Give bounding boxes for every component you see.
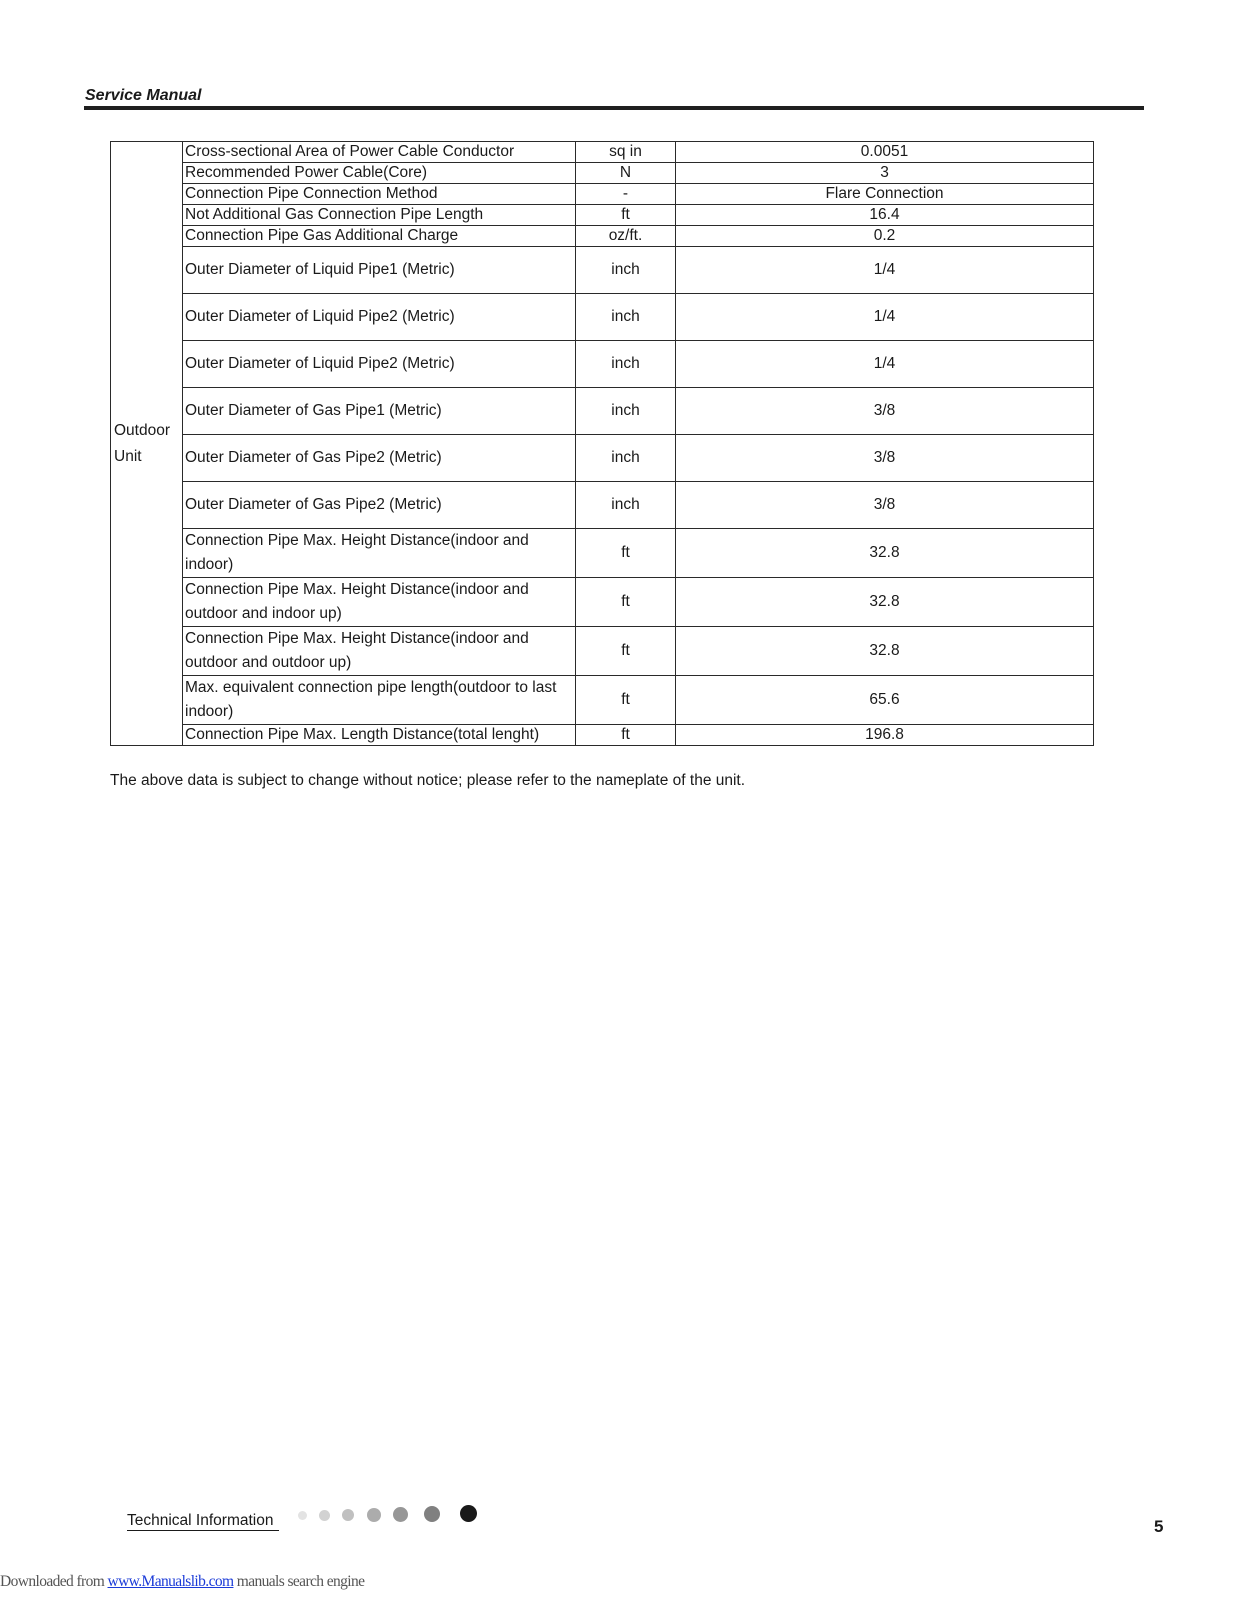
download-suffix: manuals search engine	[236, 1573, 365, 1590]
table-row	[111, 725, 1094, 746]
unit-cell: inch	[576, 435, 676, 482]
table-row	[111, 529, 1094, 578]
param-cell: Connection Pipe Max. Height Distance(indoor and indoor)	[183, 529, 576, 578]
param-cell: Outer Diameter of Gas Pipe1 (Metric)	[183, 388, 576, 435]
table-row	[111, 388, 1094, 435]
param-cell: Outer Diameter of Gas Pipe2 (Metric)	[183, 435, 576, 482]
download-prefix: Downloaded from	[0, 1573, 105, 1590]
value-cell: 3/8	[676, 435, 1094, 482]
table-row	[111, 184, 1094, 205]
unit-cell: ft	[576, 627, 676, 676]
param-cell: Outer Diameter of Liquid Pipe2 (Metric)	[183, 294, 576, 341]
unit-cell: sq in	[576, 142, 676, 163]
value-cell: Flare Connection	[676, 184, 1094, 205]
table-row	[111, 294, 1094, 341]
param-cell: Not Additional Gas Connection Pipe Length	[183, 205, 576, 226]
table-row	[111, 226, 1094, 247]
unit-cell: oz/ft.	[576, 226, 676, 247]
page-number: 5	[1154, 1517, 1164, 1536]
header-rule	[84, 106, 1144, 110]
table-row	[111, 627, 1094, 676]
spec-table	[110, 141, 1094, 746]
progress-dot	[298, 1511, 307, 1520]
param-cell: Connection Pipe Max. Height Distance(indoor and outdoor and outdoor up)	[183, 627, 576, 676]
table-row	[111, 482, 1094, 529]
value-cell: 32.8	[676, 578, 1094, 627]
param-cell: Recommended Power Cable(Core)	[183, 163, 576, 184]
unit-cell: -	[576, 184, 676, 205]
param-cell: Outer Diameter of Liquid Pipe1 (Metric)	[183, 247, 576, 294]
unit-cell: ft	[576, 578, 676, 627]
progress-dot	[342, 1509, 354, 1521]
group-label: Outdoor Unit	[111, 142, 183, 746]
value-cell: 32.8	[676, 627, 1094, 676]
unit-cell: inch	[576, 482, 676, 529]
value-cell: 3	[676, 163, 1094, 184]
value-cell: 3/8	[676, 388, 1094, 435]
value-cell: 32.8	[676, 529, 1094, 578]
param-cell: Connection Pipe Gas Additional Charge	[183, 226, 576, 247]
unit-cell: ft	[576, 676, 676, 725]
unit-cell: ft	[576, 205, 676, 226]
param-cell: Connection Pipe Connection Method	[183, 184, 576, 205]
table-row	[111, 142, 1094, 163]
unit-cell: ft	[576, 725, 676, 746]
value-cell: 1/4	[676, 341, 1094, 388]
table-row	[111, 205, 1094, 226]
param-cell: Cross-sectional Area of Power Cable Conductor	[183, 142, 576, 163]
table-row	[111, 247, 1094, 294]
param-cell: Outer Diameter of Gas Pipe2 (Metric)	[183, 482, 576, 529]
unit-cell: inch	[576, 294, 676, 341]
table-row	[111, 578, 1094, 627]
progress-dot	[367, 1508, 381, 1522]
value-cell: 65.6	[676, 676, 1094, 725]
param-cell: Max. equivalent connection pipe length(outdoor to last indoor)	[183, 676, 576, 725]
disclaimer-note: The above data is subject to change without notice; please refer to the nameplate of the unit.	[110, 772, 746, 789]
unit-cell: inch	[576, 388, 676, 435]
footer-section-label: Technical Information	[127, 1512, 279, 1531]
table-row	[111, 341, 1094, 388]
unit-cell: N	[576, 163, 676, 184]
table-row	[111, 676, 1094, 725]
param-cell: Outer Diameter of Liquid Pipe2 (Metric)	[183, 341, 576, 388]
unit-cell: inch	[576, 341, 676, 388]
value-cell: 196.8	[676, 725, 1094, 746]
value-cell: 3/8	[676, 482, 1094, 529]
value-cell: 1/4	[676, 294, 1094, 341]
download-attribution	[0, 1573, 364, 1591]
progress-dot	[424, 1506, 440, 1522]
table-row	[111, 163, 1094, 184]
unit-cell: ft	[576, 529, 676, 578]
progress-dot	[319, 1510, 330, 1521]
value-cell: 0.2	[676, 226, 1094, 247]
param-cell: Connection Pipe Max. Height Distance(indoor and outdoor and indoor up)	[183, 578, 576, 627]
unit-cell: inch	[576, 247, 676, 294]
value-cell: 16.4	[676, 205, 1094, 226]
progress-dot	[393, 1507, 408, 1522]
param-cell: Connection Pipe Max. Length Distance(total lenght)	[183, 725, 576, 746]
manualslib-link[interactable]: www.Manualslib.com	[107, 1573, 234, 1590]
progress-dot-active	[460, 1505, 477, 1522]
value-cell: 0.0051	[676, 142, 1094, 163]
table-row	[111, 435, 1094, 482]
value-cell: 1/4	[676, 247, 1094, 294]
header-title: Service Manual	[85, 87, 202, 104]
